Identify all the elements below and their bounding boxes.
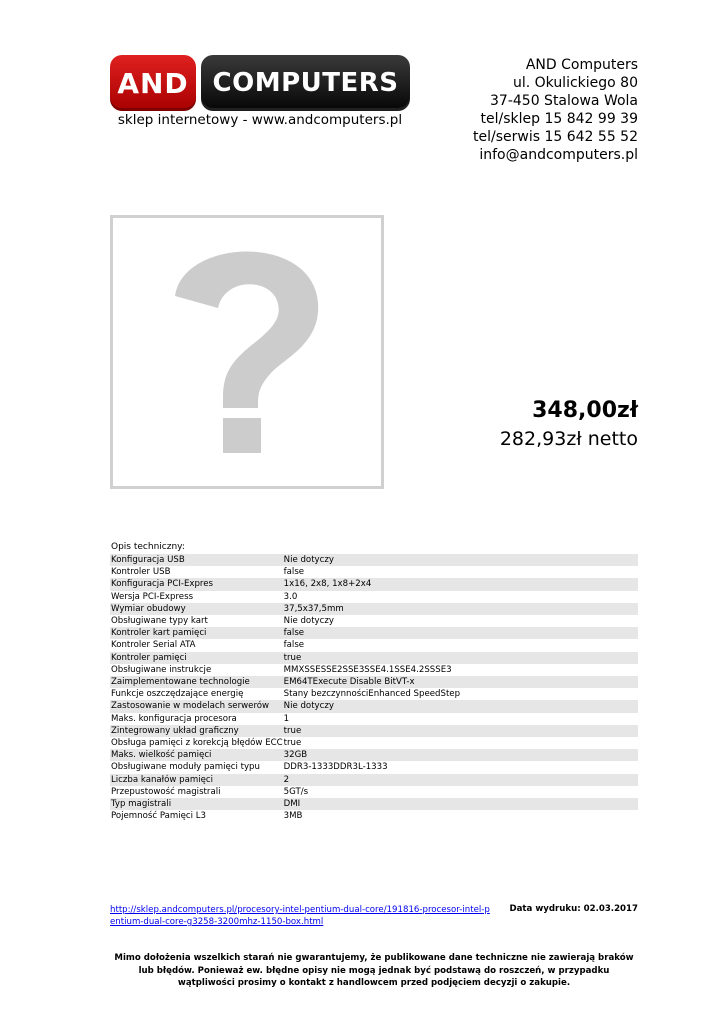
- spec-key: Liczba kanałów pamięci: [110, 774, 283, 786]
- table-row: [110, 627, 638, 639]
- spec-key: Maks. konfiguracja procesora: [111, 713, 237, 724]
- company-street: ul. Okulickiego 80: [512, 75, 638, 91]
- company-info: [473, 56, 638, 164]
- spec-key: Kontroler USB: [111, 567, 171, 578]
- spec-value: Nie dotyczy: [283, 554, 638, 566]
- spec-value: 37,5x37,5mm: [283, 603, 638, 615]
- spec-value: true: [283, 738, 302, 749]
- spec-value: 1: [283, 713, 290, 724]
- disclaimer: Mimo dołożenia wszelkich starań nie gwarantujemy, że publikowane dane techniczne nie zawierają braków lub błędów. Ponieważ ew. błędne opisy nie mogą jednak być podstawą do roszczeń, w przypadku wątpliwości prosimy o kontakt z handlowcem przed podjęciem decyzji o zakupie.: [114, 953, 634, 988]
- spec-value: false: [283, 640, 305, 651]
- table-row: [110, 749, 638, 761]
- company-phone-service: tel/serwis 15 642 55 52: [473, 129, 638, 145]
- table-row: [110, 688, 638, 700]
- table-row: [110, 786, 638, 798]
- spec-value: true: [283, 725, 638, 737]
- table-row: [110, 639, 638, 651]
- spec-value: EM64TExecute Disable BitVT-x: [283, 676, 638, 688]
- spec-key: Zaimplementowane technologie: [110, 676, 283, 688]
- price-net: 282,93zł netto: [499, 428, 638, 450]
- spec-key: Maks. wielkość pamięci: [110, 749, 283, 761]
- spec-value: 2: [283, 774, 638, 786]
- spec-key: Funkcje oszczędzające energię: [111, 689, 244, 700]
- table-row: [110, 774, 638, 786]
- spec-key: Wersja PCI-Express: [111, 591, 194, 602]
- spec-value: 5GT/s: [283, 786, 309, 797]
- table-row: [110, 810, 638, 822]
- spec-key: Pojemność Pamięci L3: [111, 811, 207, 822]
- table-row: [110, 554, 638, 566]
- table-row: [110, 664, 638, 676]
- table-row: [110, 725, 638, 737]
- spec-key: Obsługa pamięci z korekcją błędów ECC: [111, 738, 283, 749]
- shop-tagline: sklep internetowy - www.andcomputers.pl: [117, 112, 403, 128]
- spec-key: Kontroler Serial ATA: [111, 640, 196, 651]
- spec-key: Wymiar obudowy: [110, 603, 283, 615]
- spec-value: DDR3-1333DDR3L-1333: [283, 762, 388, 773]
- spec-value: Nie dotyczy: [283, 700, 638, 712]
- spec-key: Zastosowanie w modelach serwerów: [110, 700, 283, 712]
- table-row: [110, 700, 638, 712]
- company-phone-shop: tel/sklep 15 842 99 39: [480, 111, 638, 127]
- spec-value: 3.0: [283, 591, 298, 602]
- table-row: [110, 615, 638, 627]
- table-row: [110, 591, 638, 603]
- spec-value: DMI: [283, 798, 638, 810]
- table-row: [110, 578, 638, 590]
- print-date: Data wydruku: 02.03.2017: [509, 904, 638, 914]
- spec-value: true: [283, 652, 638, 664]
- spec-key: Przepustowość magistrali: [111, 786, 221, 797]
- logo-computers: COMPUTERS: [201, 55, 410, 111]
- table-row: [110, 566, 638, 578]
- spec-value: 3MB: [283, 811, 303, 822]
- spec-key: Obsługiwane moduły pamięci typu: [111, 762, 260, 773]
- price-gross: 348,00zł: [532, 398, 638, 423]
- question-mark-icon: [113, 218, 381, 486]
- spec-value: 1x16, 2x8, 1x8+2x4: [283, 578, 638, 590]
- spec-value: MMXSSESSE2SSE3SSE4.1SSE4.2SSSE3: [283, 664, 452, 675]
- table-row: [110, 603, 638, 615]
- company-name: AND Computers: [525, 57, 638, 73]
- spec-key: Kontroler kart pamięci: [110, 627, 283, 639]
- spec-key: Konfiguracja PCI-Expres: [110, 578, 283, 590]
- spec-title: Opis techniczny:: [111, 542, 185, 552]
- table-row: [110, 761, 638, 773]
- spec-value: Stany bezczynnościEnhanced SpeedStep: [283, 689, 461, 700]
- spec-value: Nie dotyczy: [283, 616, 334, 627]
- logo-and: AND: [110, 55, 196, 111]
- company-email: info@andcomputers.pl: [479, 147, 638, 163]
- spec-key: Zintegrowany układ graficzny: [110, 725, 283, 737]
- spec-key: Kontroler pamięci: [110, 652, 283, 664]
- company-logo: [110, 55, 410, 111]
- table-row: [110, 713, 638, 725]
- product-link[interactable]: http://sklep.andcomputers.pl/procesory-intel-pentium-dual-core/191816-procesor-intel-pentium-dual-core-g3258-3200mhz-1150-box.html: [110, 905, 490, 927]
- spec-key: Obsługiwane instrukcje: [111, 664, 212, 675]
- spec-value: false: [283, 567, 305, 578]
- spec-key: Konfiguracja USB: [110, 554, 283, 566]
- spec-key: Typ magistrali: [110, 798, 283, 810]
- product-image-placeholder: [110, 215, 384, 489]
- spec-value: 32GB: [283, 749, 638, 761]
- table-row: [110, 676, 638, 688]
- spec-table: [110, 554, 638, 822]
- spec-key: Obsługiwane typy kart: [111, 616, 208, 627]
- spec-value: false: [283, 627, 638, 639]
- table-row: [110, 652, 638, 664]
- company-city: 37-450 Stalowa Wola: [490, 93, 638, 109]
- table-row: [110, 798, 638, 810]
- table-row: [110, 737, 638, 749]
